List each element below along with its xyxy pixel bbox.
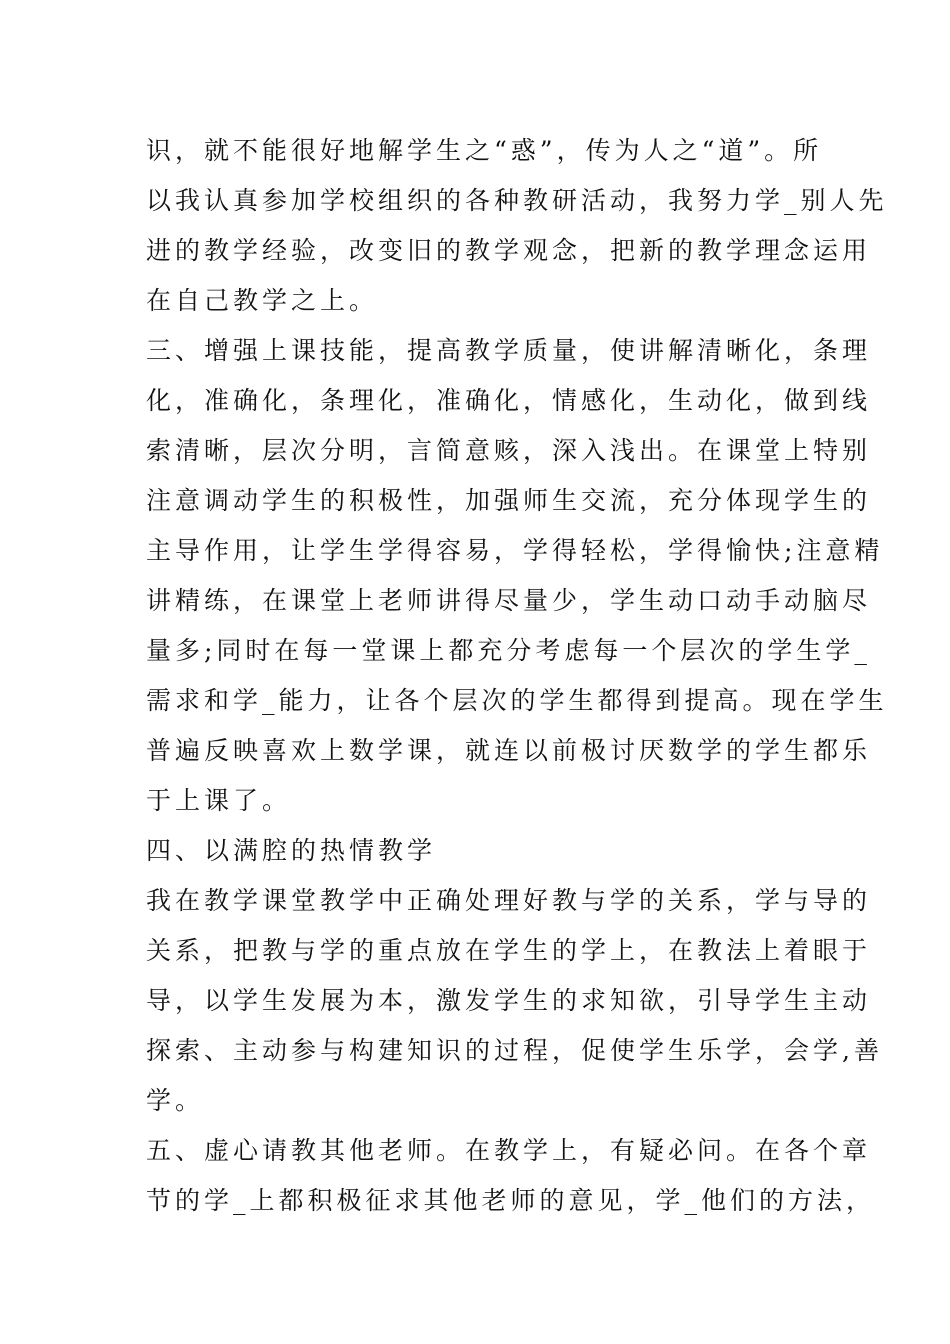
text-line: 节的学_上都积极征求其他老师的意见，学_他们的方法， [146,1186,876,1215]
text-line: 进的教学经验，改变旧的教学观念，把新的教学理念运用 [146,236,872,265]
text-line: 需求和学_能力，让各个层次的学生都得到提高。现在学生 [146,686,888,715]
text-line: 识，就不能很好地解学生之“惑”，传为人之“道”。所 [146,136,823,165]
text-line: 以我认真参加学校组织的各种教研活动，我努力学_别人先 [146,186,888,215]
text-line: 探索、主动参与构建知识的过程，促使学生乐学，会学,善 [146,1036,883,1065]
text-line: 我在教学课堂教学中正确处理好教与学的关系，学与导的 [146,886,872,915]
text-line: 在自己教学之上。 [146,286,379,315]
text-line: 主导作用，让学生学得容易，学得轻松，学得愉快;注意精 [146,536,884,565]
text-line: 于上课了。 [146,786,292,815]
text-line: 注意调动学生的积极性，加强师生交流，充分体现学生的 [146,486,872,515]
text-line: 索清晰，层次分明，言简意赅，深入浅出。在课堂上特别 [146,436,872,465]
text-line: 五、虚心请教其他老师。在教学上，有疑必问。在各个章 [146,1136,872,1165]
section-heading: 四、以满腔的热情教学 [146,836,437,865]
document-body [146,126,888,1226]
text-line: 讲精练，在课堂上老师讲得尽量少，学生动口动手动脑尽 [146,586,872,615]
text-line: 普遍反映喜欢上数学课，就连以前极讨厌数学的学生都乐 [146,736,872,765]
text-line: 学。 [146,1086,205,1115]
text-line: 关系，把教与学的重点放在学生的学上，在教法上着眼于 [146,936,872,965]
text-line: 量多;同时在每一堂课上都充分考虑每一个层次的学生学_ [146,636,871,665]
text-line: 三、增强上课技能，提高教学质量，使讲解清晰化，条理 [146,336,872,365]
text-line: 导，以学生发展为本，激发学生的求知欲，引导学生主动 [146,986,872,1015]
text-line: 化，准确化，条理化，准确化，情感化，生动化，做到线 [146,386,872,415]
